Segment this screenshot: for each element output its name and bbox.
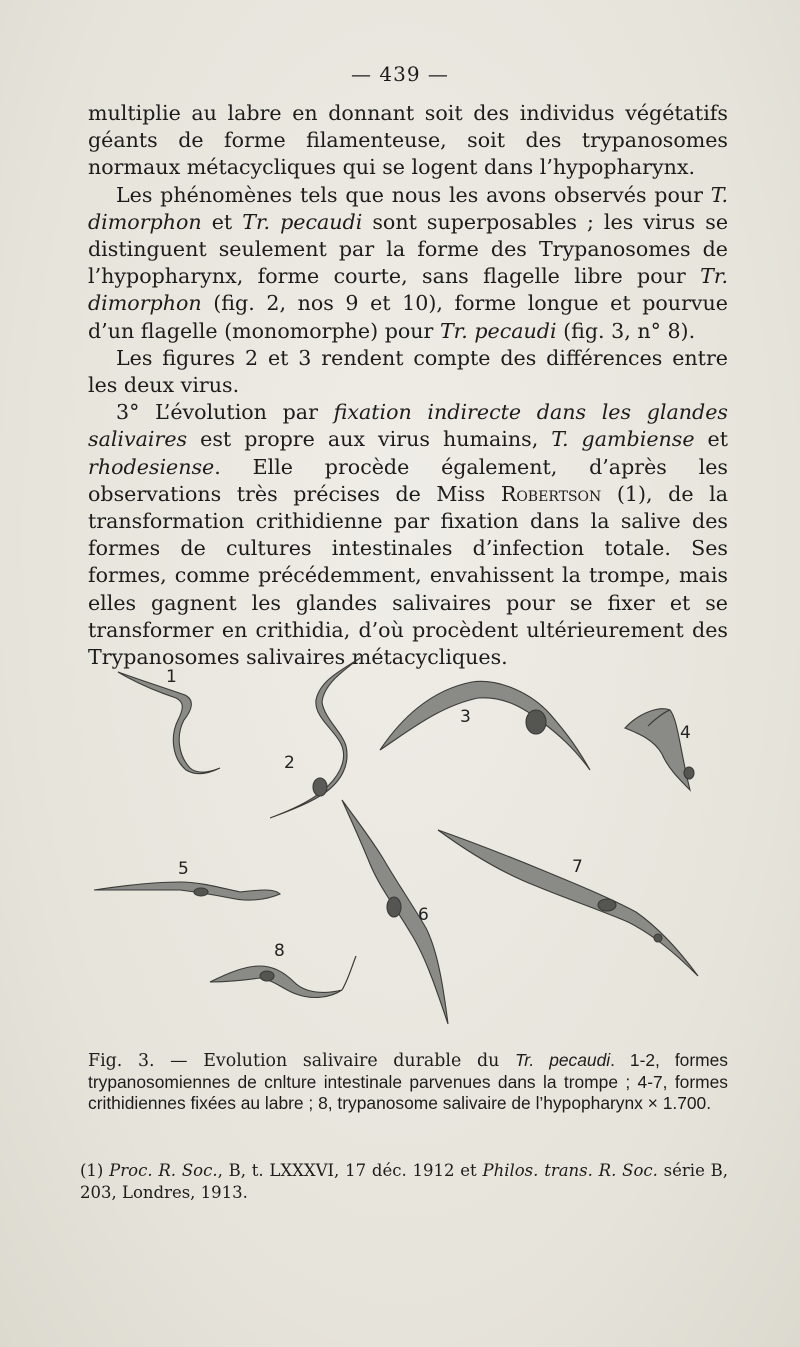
figure-label-6: 6: [418, 905, 429, 925]
author-name: Robertson: [500, 481, 602, 506]
figure-label-4: 4: [680, 723, 691, 743]
paragraph-1: multiplie au labre en donnant soit des individus végétatifs géants de forme filamenteuse, soit des trypanosomes normaux métacycliques qui se logent dans l’hypopharynx.: [88, 101, 728, 180]
trypanosome-figure: [80, 650, 740, 1040]
figure-caption: Fig. 3. — Evolution salivaire durable du Tr. pecaudi. 1-2, formes trypanosomiennes de cnlture intestinale parvenues dans la trompe ; 4-7, formes crithidiennes fixées au labre ; 8, trypanosome salivaire de l’hypopharynx × 1.700.: [88, 1050, 728, 1113]
footnote: (1) Proc. R. Soc., B, t. LXXXVI, 17 déc. 1912 et Philos. trans. R. Soc. série B, 203, Londres, 1913.: [80, 1161, 728, 1202]
figure-label-1: 1: [166, 667, 177, 687]
organism-3: [380, 681, 590, 770]
page-number: — 439 —: [351, 62, 449, 86]
paragraph-4: 3° L’évolution par fixation indirecte dans les glandes salivaires est propre aux virus humains, T. gambiense et rhodesiense. Elle procède également, d’après les observations très précises de Miss Robertson (1), de la transformation crithidienne par fixation dans la salive des formes de cultures intestinales d’infection totale. Ses formes, comme précédemment, envahissent la trompe, mais elles gagnent les glandes salivaires pour se fixer et se transformer en crithidia, d’où procèdent ultérieurement des Trypanosomes salivaires métacycliques.: [88, 400, 729, 670]
organism-8: [210, 966, 342, 997]
figure-label-7: 7: [572, 857, 583, 877]
paragraph-2: Les phénomènes tels que nous les avons observés pour T. dimorphon et Tr. pecaudi sont superposables ; les virus se distinguent seulement par la forme des Trypanosomes de l’hypopharynx, forme courte, sans flagelle libre pour Tr. dimorphon (fig. 2, nos 9 et 10), forme longue et pourvue d’un flagelle (monomorphe) pour Tr. pecaudi (fig. 3, n° 8).: [88, 182, 729, 343]
body-text: [88, 100, 728, 671]
organism-5: [94, 882, 280, 900]
figure-label-8: 8: [274, 941, 285, 961]
caption-species: Tr. pecaudi: [514, 1050, 611, 1070]
figure-label-5: 5: [178, 859, 189, 879]
figure-illustration: [80, 650, 740, 1040]
figure-label-2: 2: [284, 753, 295, 773]
organism-4: [625, 709, 690, 790]
figure-label-3: 3: [460, 707, 471, 727]
organism-7: [438, 830, 698, 976]
organism-8-flagellum: [342, 956, 356, 990]
paragraph-3: Les figures 2 et 3 rendent compte des différences entre les deux virus.: [88, 345, 728, 398]
organism-1: [118, 672, 220, 774]
